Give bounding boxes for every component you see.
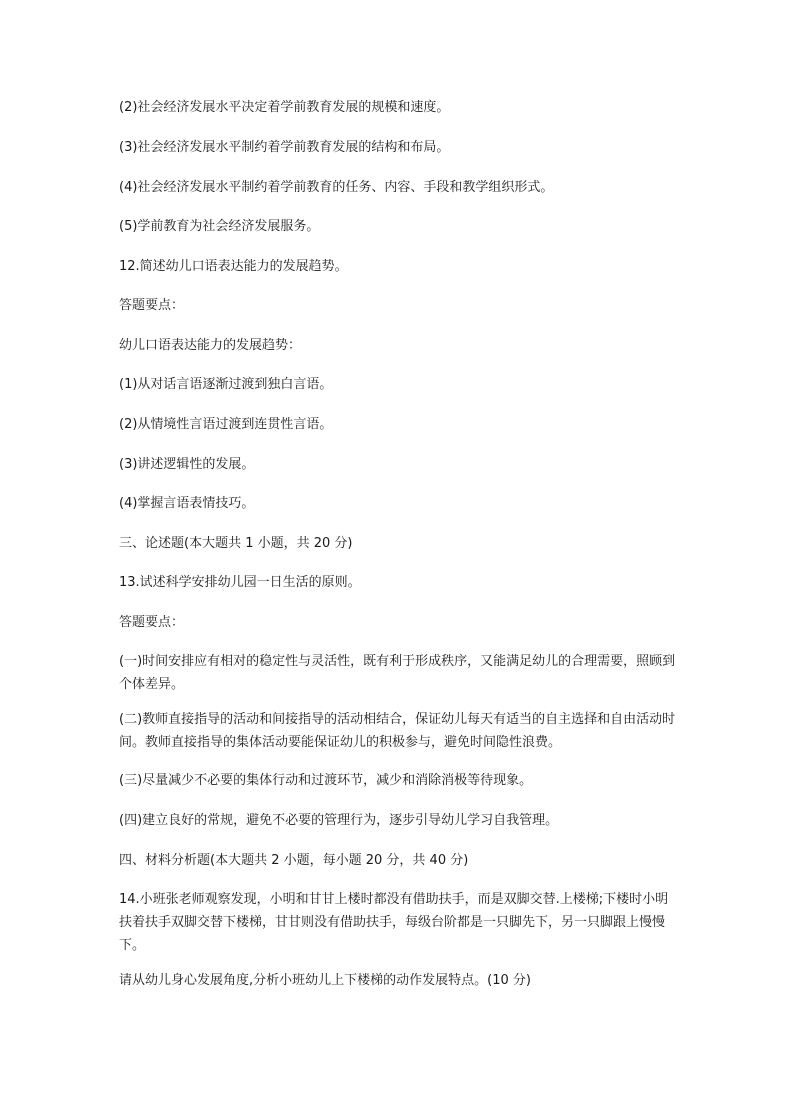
paragraph-point-4: (4)社会经济发展水平制约着学前教育的任务、内容、手段和教学组织形式。: [119, 180, 554, 195]
question-12: 12.简述幼儿口语表达能力的发展趋势。: [119, 259, 348, 274]
section-heading-essay: 三、论述题(本大题共 1 小题，共 20 分): [119, 536, 353, 551]
paragraph-point-3: (3)社会经济发展水平制约着学前教育发展的结构和布局。: [119, 140, 450, 155]
answer-key-heading-13: 答题要点：: [119, 615, 185, 630]
answer-13-point-1: (一)时间安排应有相对的稳定性与灵活性，既有利于形成秩序，又能满足幼儿的合理需要，照顾到个体差异。: [119, 654, 676, 692]
question-13: 13.试述科学安排幼儿园一日生活的原则。: [119, 575, 361, 590]
paragraph-point-5: (5)学前教育为社会经济发展服务。: [119, 219, 320, 234]
answer-13-point-3: (三)尽量减少不必要的集体行动和过渡环节，减少和消除消极等待现象。: [119, 773, 533, 788]
section-heading-material: 四、材料分析题(本大题共 2 小题，每小题 20 分，共 40 分): [119, 853, 469, 868]
answer-12-point-2: (2)从情境性言语过渡到连贯性言语。: [119, 417, 333, 432]
answer-12-point-3: (3)讲述逻辑性的发展。: [119, 457, 255, 472]
answer-12-point-4: (4)掌握言语表情技巧。: [119, 496, 255, 511]
answer-13-point-2: (二)教师直接指导的活动和间接指导的活动相结合，保证幼儿每天有适当的自主选择和自由活动时间。教师直接指导的集体活动要能保证幼儿的积极参与，避免时间隐性浪费。: [119, 712, 676, 750]
question-14-prompt: 请从幼儿身心发展角度,分析小班幼儿上下楼梯的动作发展特点。(10 分): [119, 973, 531, 988]
paragraph-point-2: (2)社会经济发展水平决定着学前教育发展的规模和速度。: [119, 100, 450, 115]
question-14-material: 14.小班张老师观察发现，小明和甘甘上楼时都没有借助扶手，而是双脚交替.上楼梯;下楼时小明扶着扶手双脚交替下楼梯，甘甘则没有借助扶手，每级台阶都是一只脚先下，另一只脚跟上慢慢下。: [119, 892, 669, 953]
answer-intro-12: 幼儿口语表达能力的发展趋势：: [119, 338, 302, 353]
answer-key-heading-12: 答题要点：: [119, 298, 185, 313]
answer-12-point-1: (1)从对话言语逐渐过渡到独白言语。: [119, 377, 333, 392]
answer-13-point-4: (四)建立良好的常规，避免不必要的管理行为，逐步引导幼儿学习自我管理。: [119, 813, 559, 828]
